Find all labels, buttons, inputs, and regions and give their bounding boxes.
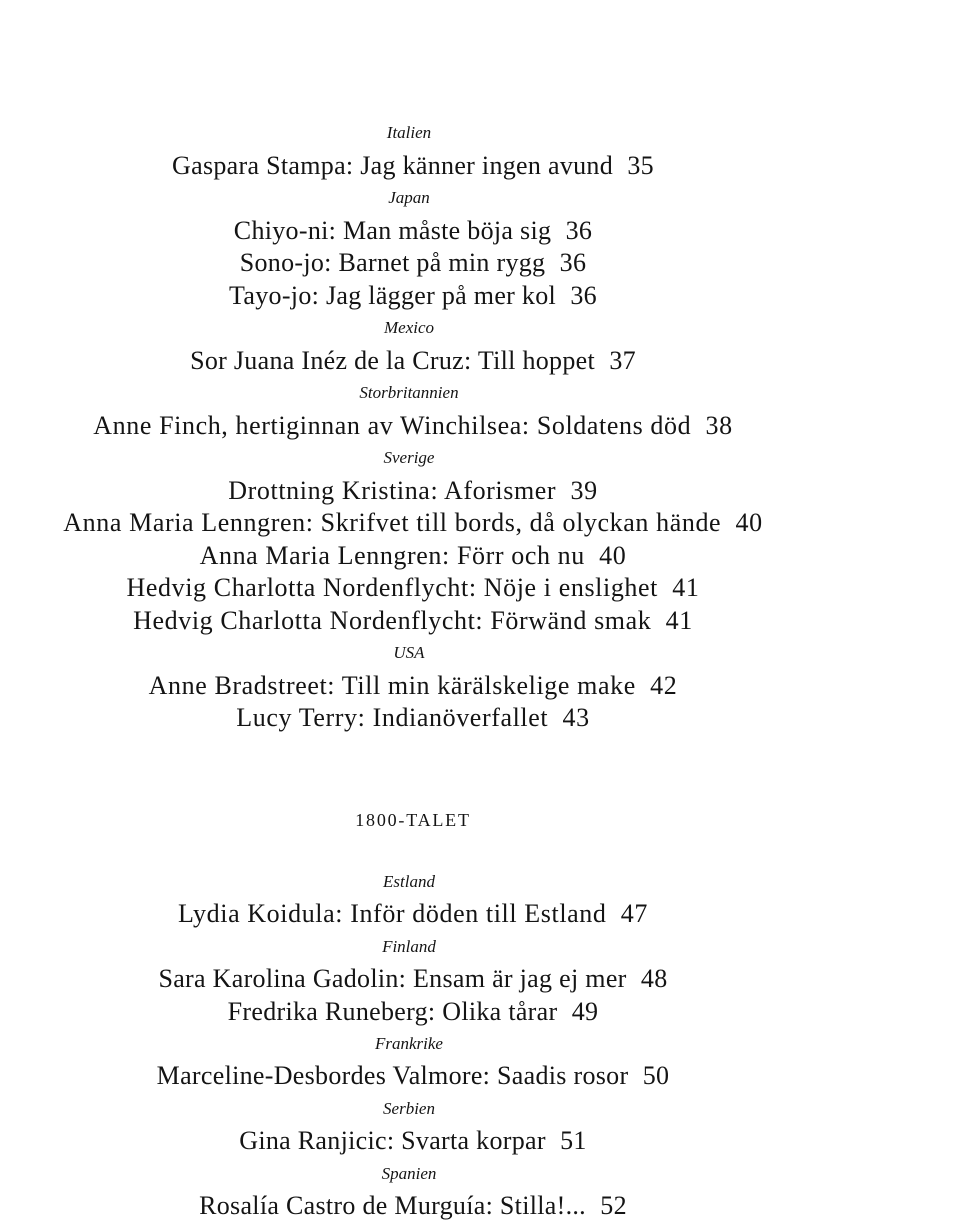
entry-title: Anne Bradstreet: Till min kärälskelige make: [148, 670, 636, 700]
toc-entry: [0, 670, 826, 703]
entry-title: Fredrika Runeberg: Olika tårar: [227, 996, 558, 1026]
entry-title: Sara Karolina Gadolin: Ensam är jag ej mer: [158, 964, 627, 994]
country-section-italien: [0, 117, 826, 182]
entry-title: Anna Maria Lenngren: Skrifvet till bords, då olyckan hände: [63, 508, 722, 537]
page-number: 50: [642, 1061, 670, 1091]
country-section-mexico: [0, 312, 826, 377]
country-section-estland: [0, 866, 826, 931]
entry-title: Drottning Kristina: Aforismer: [228, 475, 557, 505]
toc-entry: [0, 345, 826, 378]
entry-title: Chiyo-ni: Man måste böja sig: [233, 215, 552, 245]
page-number: 49: [571, 996, 599, 1026]
entry-title: Gina Ranjicic: Svarta korpar: [239, 1126, 546, 1156]
country-heading: Estland: [383, 872, 435, 891]
entry-title: Sono-jo: Barnet på min rygg: [239, 248, 546, 277]
entry-title: Hedvig Charlotta Nordenflycht: Förwänd smak: [133, 605, 652, 635]
country-section-spanien: [0, 1158, 826, 1223]
century-heading: 1800-TALET: [355, 810, 471, 830]
country-heading: Mexico: [383, 318, 435, 337]
page-number: 43: [562, 703, 590, 732]
toc-entry: [0, 1125, 826, 1157]
entry-title: Sor Juana Inéz de la Cruz: Till hoppet: [190, 345, 596, 375]
entry-title: Tayo-jo: Jag lägger på mer kol: [229, 280, 557, 310]
toc-entry: [0, 540, 826, 573]
country-heading: Storbritannien: [359, 383, 459, 402]
page-number: 48: [640, 964, 668, 994]
country-heading: Serbien: [383, 1098, 435, 1118]
page-number: 51: [560, 1126, 587, 1156]
page-number: 38: [705, 410, 733, 440]
country-heading: Spanien: [381, 1163, 437, 1183]
entry-title: Anne Finch, hertiginnan av Winchilsea: Soldatens död: [93, 410, 692, 440]
country-section-serbien: [0, 1093, 826, 1158]
toc-entry: [0, 247, 826, 280]
country-section-frankrike: [0, 1028, 826, 1093]
page-number: 52: [600, 1190, 627, 1220]
toc-entry: [0, 1060, 826, 1092]
page-number: 42: [650, 670, 678, 700]
country-heading: Frankrike: [375, 1033, 443, 1053]
country-heading: Sverige: [383, 448, 435, 467]
page-number: 41: [665, 605, 693, 635]
toc-block-1800s: [0, 866, 826, 1222]
entry-title: Lydia Koidula: Inför döden till Estland: [178, 899, 607, 929]
country-section-japan: [0, 182, 826, 312]
page-number: 40: [599, 540, 627, 570]
toc-entry: [0, 702, 826, 735]
toc-entry: [0, 1190, 826, 1222]
country-section-sverige: [0, 442, 826, 637]
entry-title: Lucy Terry: Indianöverfallet: [236, 703, 549, 732]
country-heading: Japan: [388, 188, 430, 207]
entry-title: Rosalía Castro de Murguía: Stilla!...: [199, 1190, 586, 1220]
entry-title: Marceline-Desbordes Valmore: Saadis rosor: [156, 1061, 629, 1091]
country-section-storbritannien: [0, 377, 826, 442]
page-number: 39: [570, 475, 598, 505]
entry-title: Hedvig Charlotta Nordenflycht: Nöje i enslighet: [126, 573, 658, 602]
page-number: 36: [565, 215, 593, 245]
toc-entry: [0, 572, 826, 605]
page-number: 35: [627, 150, 654, 180]
toc-entry: [0, 507, 826, 540]
page-number: 36: [559, 248, 587, 277]
page-number: 40: [735, 508, 763, 537]
entry-title: Anna Maria Lenngren: Förr och nu: [199, 540, 585, 570]
page-number: 37: [609, 345, 636, 375]
toc-entry: [0, 280, 826, 313]
toc-entry: [0, 996, 826, 1028]
toc-entry: [0, 215, 826, 248]
page-number: 36: [570, 280, 597, 310]
toc-entry: [0, 898, 826, 930]
toc-entry: [0, 963, 826, 995]
page-number: 41: [672, 573, 700, 602]
page-number: 47: [620, 899, 648, 929]
toc-entry: [0, 410, 826, 443]
country-heading: USA: [393, 643, 425, 662]
toc-block-earlier: [0, 117, 826, 735]
country-section-usa: [0, 637, 826, 735]
toc-entry: [0, 150, 826, 183]
toc-entry: [0, 605, 826, 638]
toc-entry: [0, 475, 826, 508]
country-section-finland: [0, 931, 826, 1028]
country-heading: Italien: [386, 123, 432, 142]
country-heading: Finland: [382, 936, 436, 956]
entry-title: Gaspara Stampa: Jag känner ingen avund: [172, 150, 614, 180]
